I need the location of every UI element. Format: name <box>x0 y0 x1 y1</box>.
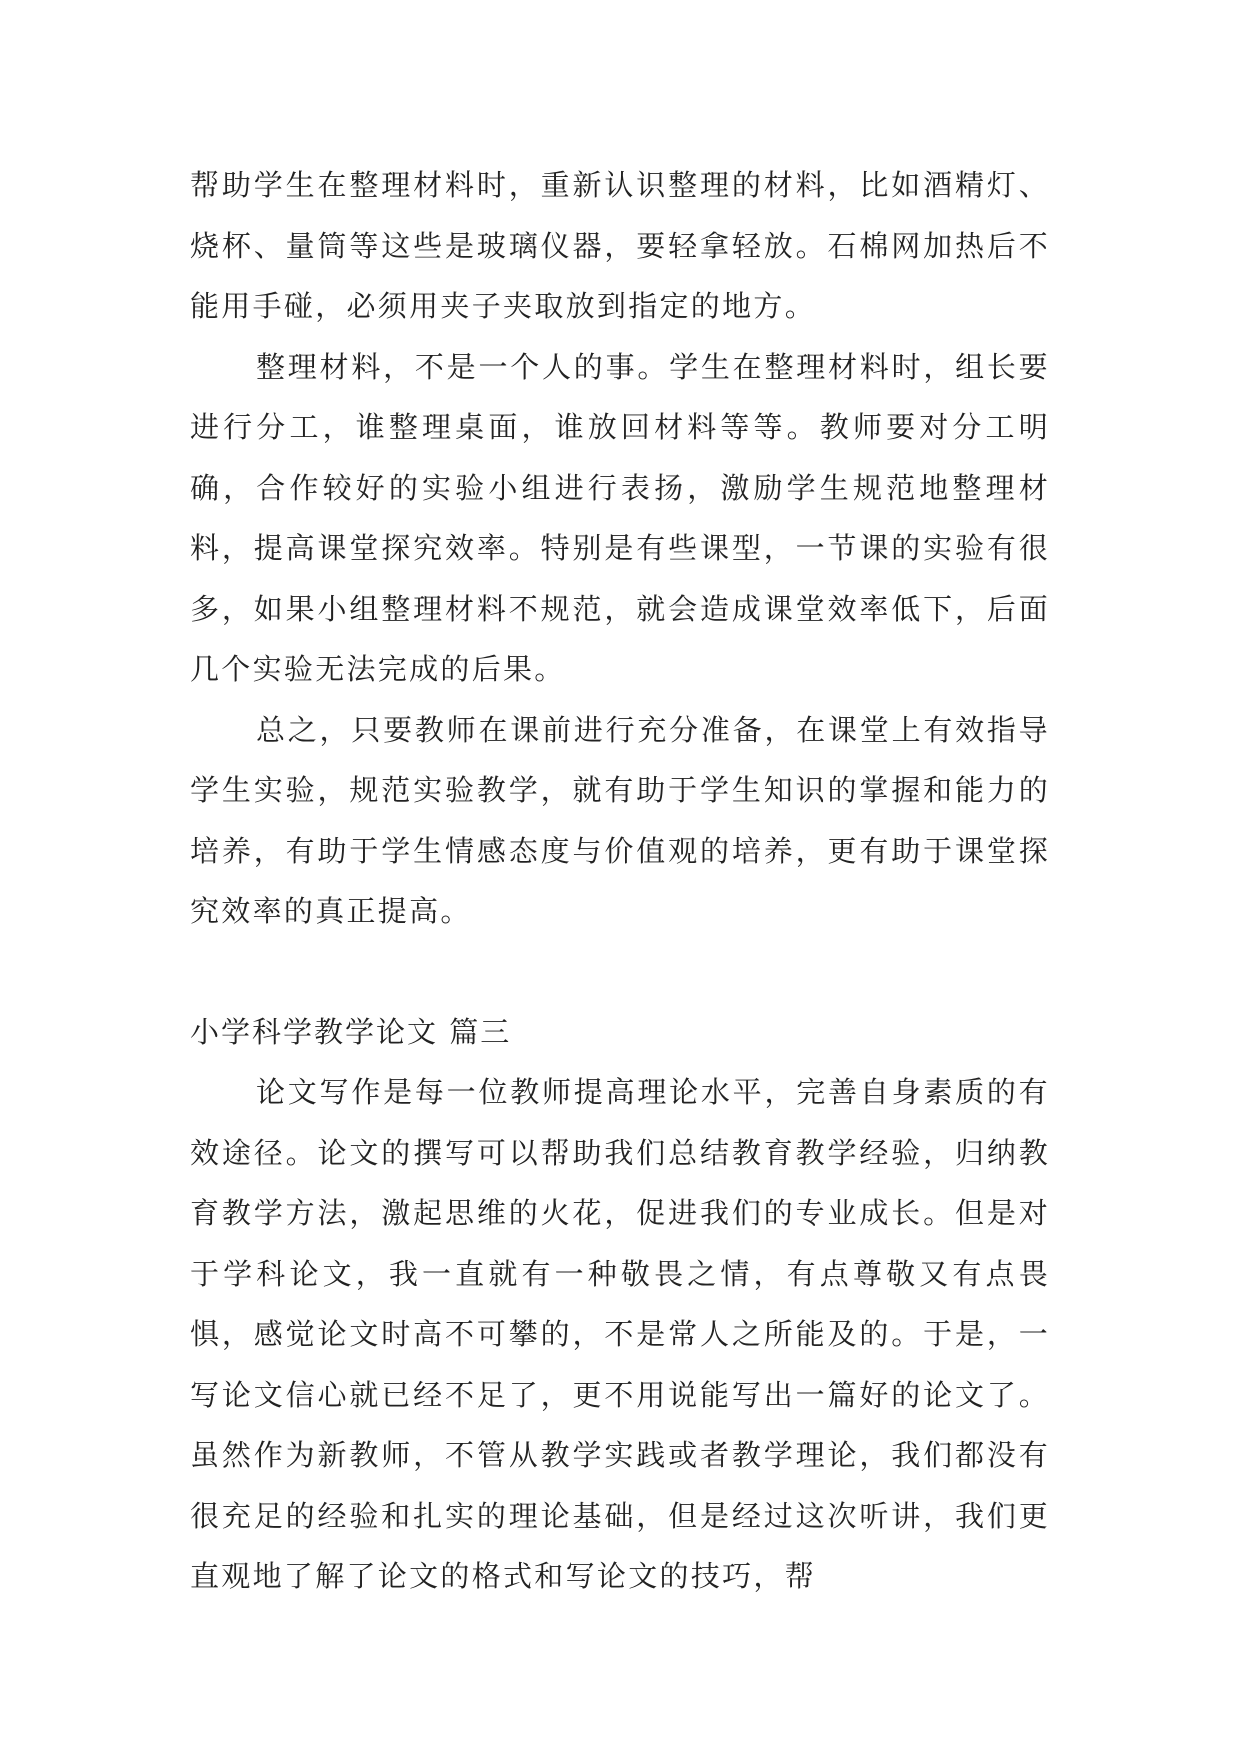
section-title: 小学科学教学论文 篇三 <box>190 1014 512 1049</box>
document-body <box>190 155 1050 1607</box>
paragraph-organizing-materials: 整理材料，不是一个人的事。学生在整理材料时，组长要进行分工，谁整理桌面，谁放回材料等等。教师要对分工明确，合作较好的实验小组进行表扬，激励学生规范地整理材料，提高课堂探究效率。特别是有些课型，一节课的实验有很多，如果小组整理材料不规范，就会造成课堂效率低下，后面几个实验无法完成的后果。 <box>190 349 1050 686</box>
paragraph-continuation: 帮助学生在整理材料时，重新认识整理的材料，比如酒精灯、烧杯、量筒等这些是玻璃仪器，要轻拿轻放。石棉网加热后不能用手碰，必须用夹子夹取放到指定的地方。 <box>190 168 1050 323</box>
paragraph-essay-writing: 论文写作是每一位教师提高理论水平，完善自身素质的有效途径。论文的撰写可以帮助我们总结教育教学经验，归纳教育教学方法，激起思维的火花，促进我们的专业成长。但是对于学科论文，我一直就有一种敬畏之情，有点尊敬又有点畏惧，感觉论文时高不可攀的，不是常人之所能及的。于是，一写论文信心就已经不足了，更不用说能写出一篇好的论文了。虽然作为新教师，不管从教学实践或者教学理论，我们都没有很充足的经验和扎实的理论基础，但是经过这次听讲，我们更直观地了解了论文的格式和写论文的技巧，帮 <box>190 1075 1050 1593</box>
paragraph-conclusion: 总之，只要教师在课前进行充分准备，在课堂上有效指导学生实验，规范实验教学，就有助于学生知识的掌握和能力的培养，有助于学生情感态度与价值观的培养，更有助于课堂探究效率的真正提高。 <box>190 712 1050 928</box>
